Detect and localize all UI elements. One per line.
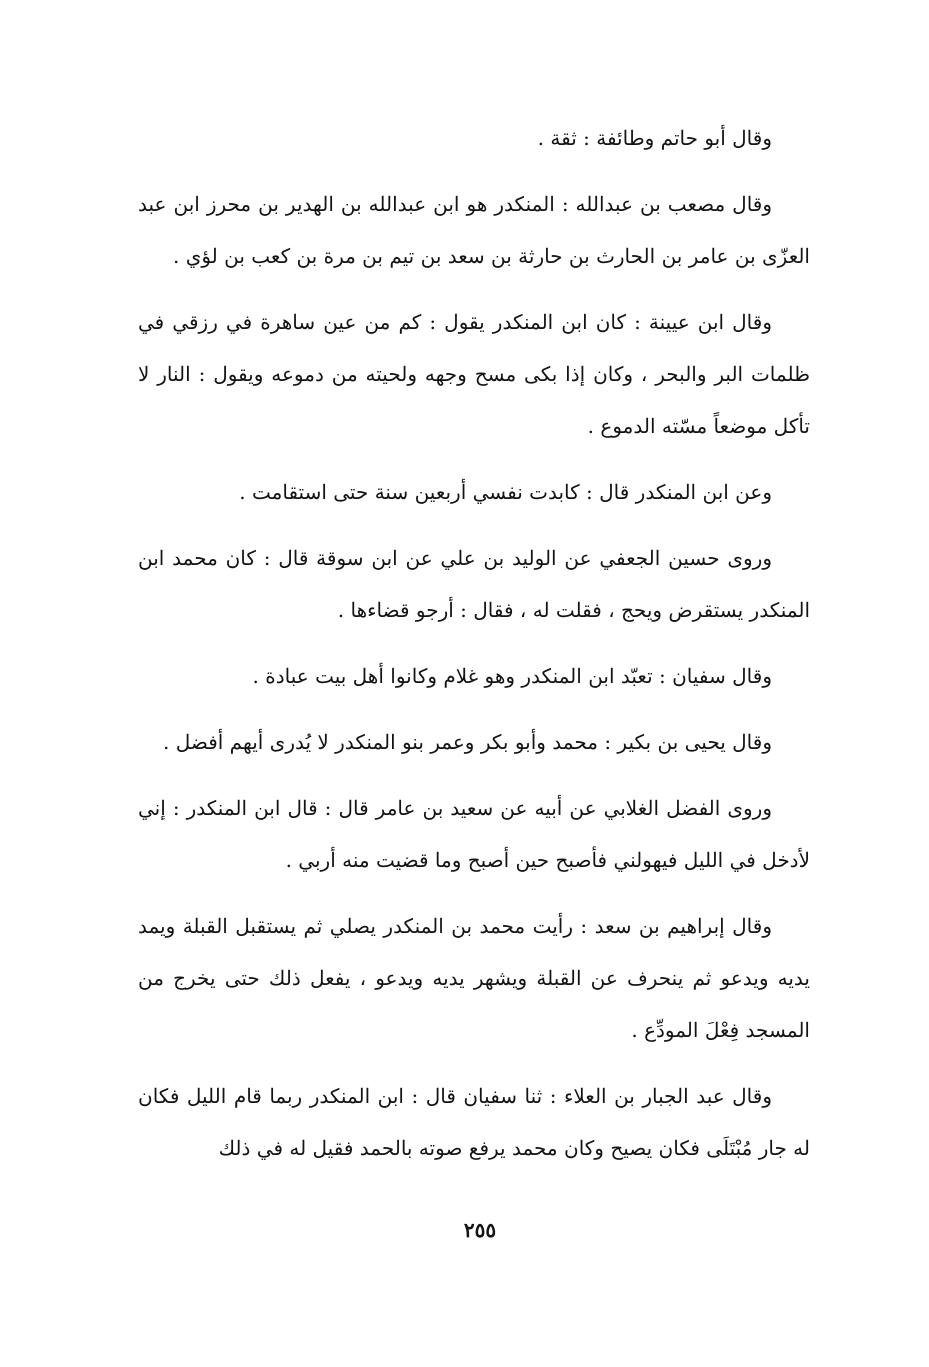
- paragraph: وقال مصعب بن عبدالله : المنكدر هو ابن عبدالله بن الهدير بن محرز ابن عبد العزّى بن عامر بن الحارث بن حارثة بن سعد بن تيم بن مرة بن كعب بن لؤي .: [138, 192, 810, 268]
- paragraph: وقال عبد الجبار بن العلاء : ثنا سفيان قال : ابن المنكدر ربما قام الليل فكان له جار مُبْتَلَى فكان يصيح وكان محمد يرفع صوته بالحمد فقيل له في ذلك: [138, 1084, 810, 1160]
- page-number: ٢٥٥: [463, 1218, 497, 1242]
- paragraph: وقال أبو حاتم وطائفة : ثقة .: [537, 126, 772, 150]
- paragraph: وروى الفضل الغلابي عن أبيه عن سعيد بن عامر قال : قال ابن المنكدر : إني لأدخل في الليل فيهولني فأصبح حين أصبح وما قضيت منه أربي .: [138, 796, 810, 872]
- paragraph: وقال يحيى بن بكير : محمد وأبو بكر وعمر بنو المنكدر لا يُدرى أيهم أفضل .: [162, 730, 772, 754]
- paragraph: وقال إبراهيم بن سعد : رأيت محمد بن المنكدر يصلي ثم يستقبل القبلة ويمد يديه ويدعو ثم ينحرف عن القبلة ويشهر يديه ويدعو ، يفعل ذلك حتى يخرج من المسجد فِعْلَ المودِّع .: [138, 914, 810, 1042]
- paragraph: وقال ابن عيينة : كان ابن المنكدر يقول : كم من عين ساهرة في رزقي في ظلمات البر والبحر ، وكان إذا بكى مسح وجهه ولحيته من دموعه ويقول : النار لا تأكل موضعاً مسّته الدموع .: [138, 310, 810, 438]
- paragraph: وروى حسين الجعفي عن الوليد بن علي عن ابن سوقة قال : كان محمد ابن المنكدر يستقرض ويحج ، فقلت له ، فقال : أرجو قضاءها .: [138, 546, 810, 622]
- paragraph: وعن ابن المنكدر قال : كابدت نفسي أربعين سنة حتى استقامت .: [239, 480, 772, 504]
- body-text: [138, 112, 810, 1174]
- paragraph: وقال سفيان : تعبّد ابن المنكدر وهو غلام وكانوا أهل بيت عبادة .: [252, 664, 772, 688]
